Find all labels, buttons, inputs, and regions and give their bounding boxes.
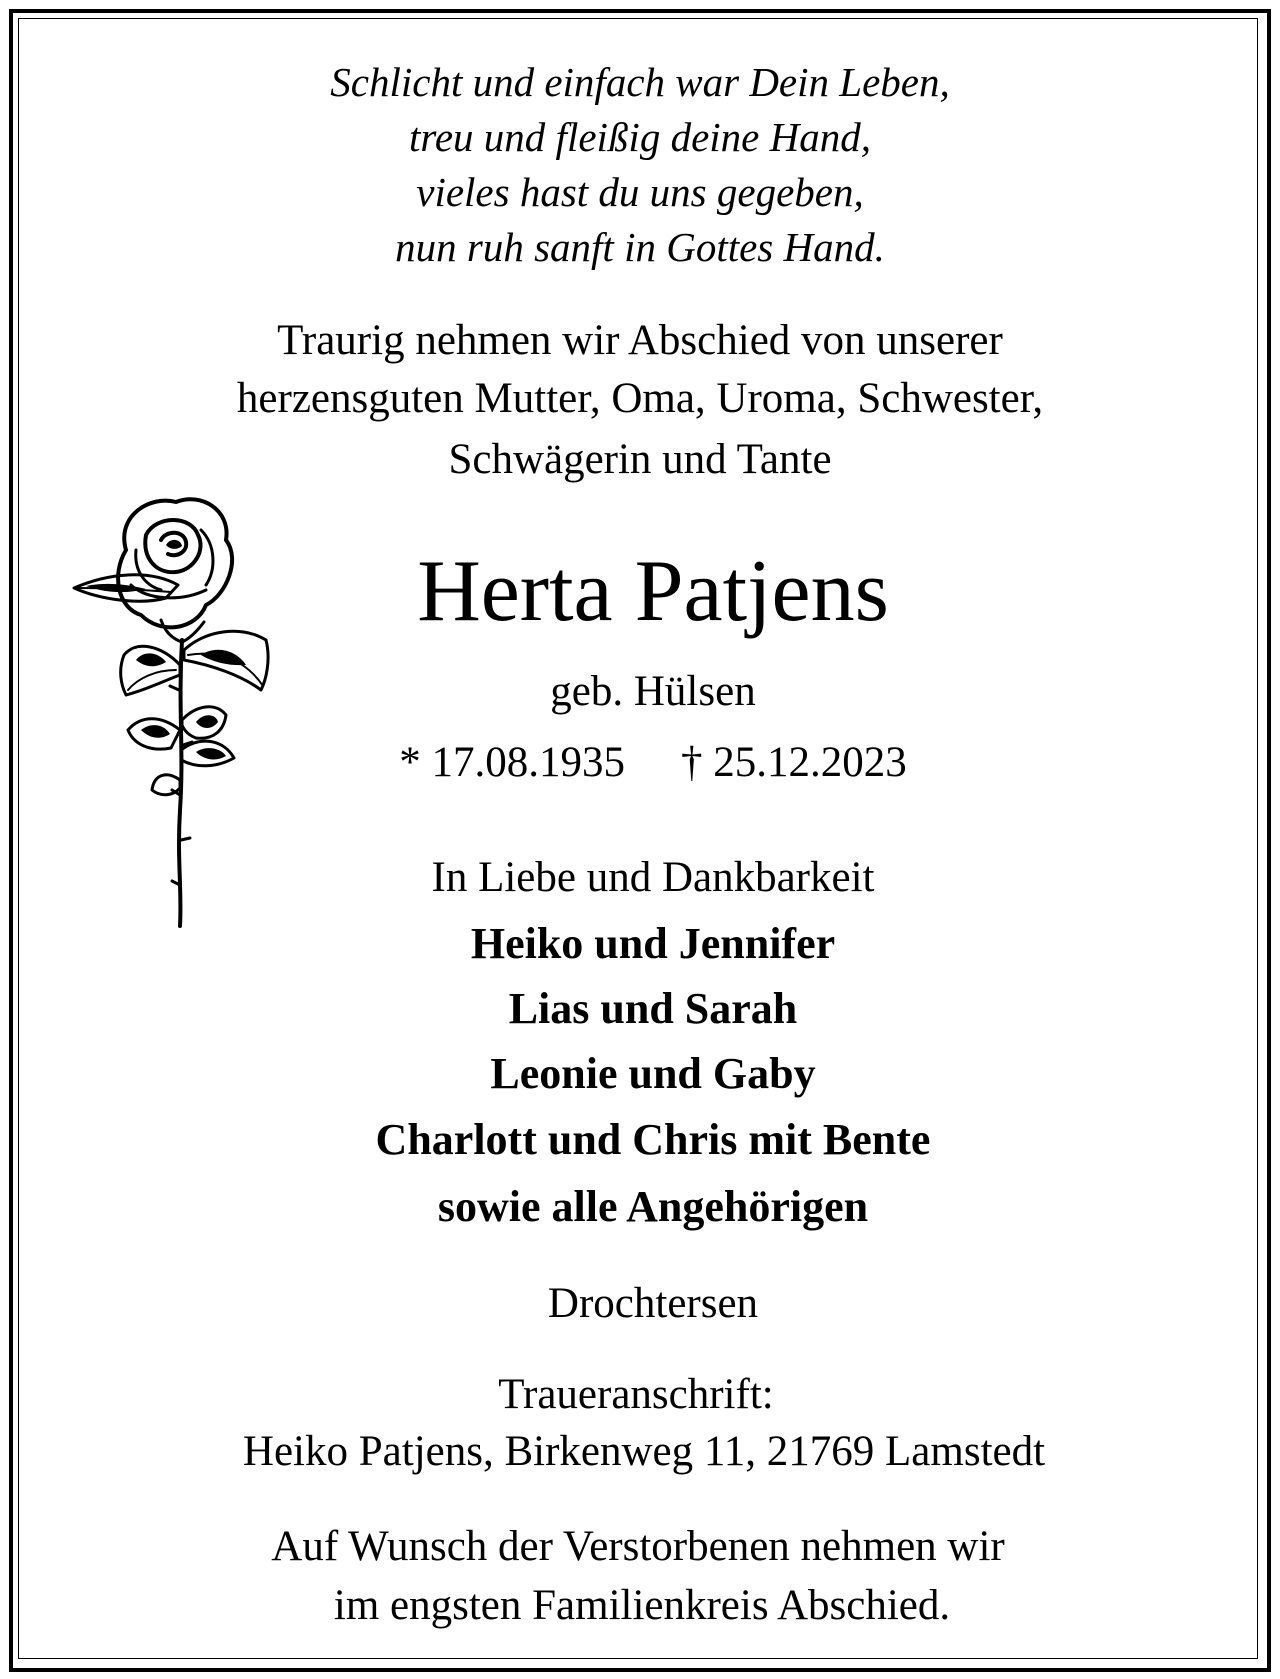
mourner-line-2: Lias und Sarah xyxy=(508,984,798,1033)
mourner-line-4: Charlott und Chris mit Bente xyxy=(375,1115,931,1164)
intro-line-3: Schwägerin und Tante xyxy=(448,436,832,483)
closing-line: In Liebe und Dankbarkeit xyxy=(431,854,875,901)
intro-line-2: herzensguten Mutter, Oma, Uroma, Schwester, xyxy=(236,375,1044,422)
intro-line-1: Traurig nehmen wir Abschied von unserer xyxy=(277,317,1003,364)
poem-line-4: nun ruh sanft in Gottes Hand. xyxy=(395,224,885,270)
life-dates xyxy=(13,741,1280,784)
mourner-line-3: Leonie und Gaby xyxy=(490,1049,816,1098)
address-value: Heiko Patjens, Birkenweg 11, 21769 Lamstedt xyxy=(242,1428,1046,1475)
death-date: † 25.12.2023 xyxy=(681,739,907,786)
poem-line-2: treu und fleißig deine Hand, xyxy=(409,114,871,160)
poem-line-3: vieles hast du uns gegeben, xyxy=(416,169,864,215)
note-line-2: im engsten Familienkreis Abschied. xyxy=(333,1582,951,1629)
place: Drochtersen xyxy=(547,1280,759,1327)
deceased-name: Herta Patjens xyxy=(417,543,889,640)
birth-date: * 17.08.1935 xyxy=(399,739,625,786)
mourner-line-5: sowie alle Angehörigen xyxy=(437,1182,869,1231)
maiden-name: geb. Hülsen xyxy=(550,668,756,715)
poem-line-1: Schlicht und einfach war Dein Leben, xyxy=(330,59,950,105)
note-line-1: Auf Wunsch der Verstorbenen nehmen wir xyxy=(271,1523,1005,1570)
address-label: Traueranschrift: xyxy=(498,1371,774,1418)
mourner-line-1: Heiko und Jennifer xyxy=(470,919,836,968)
